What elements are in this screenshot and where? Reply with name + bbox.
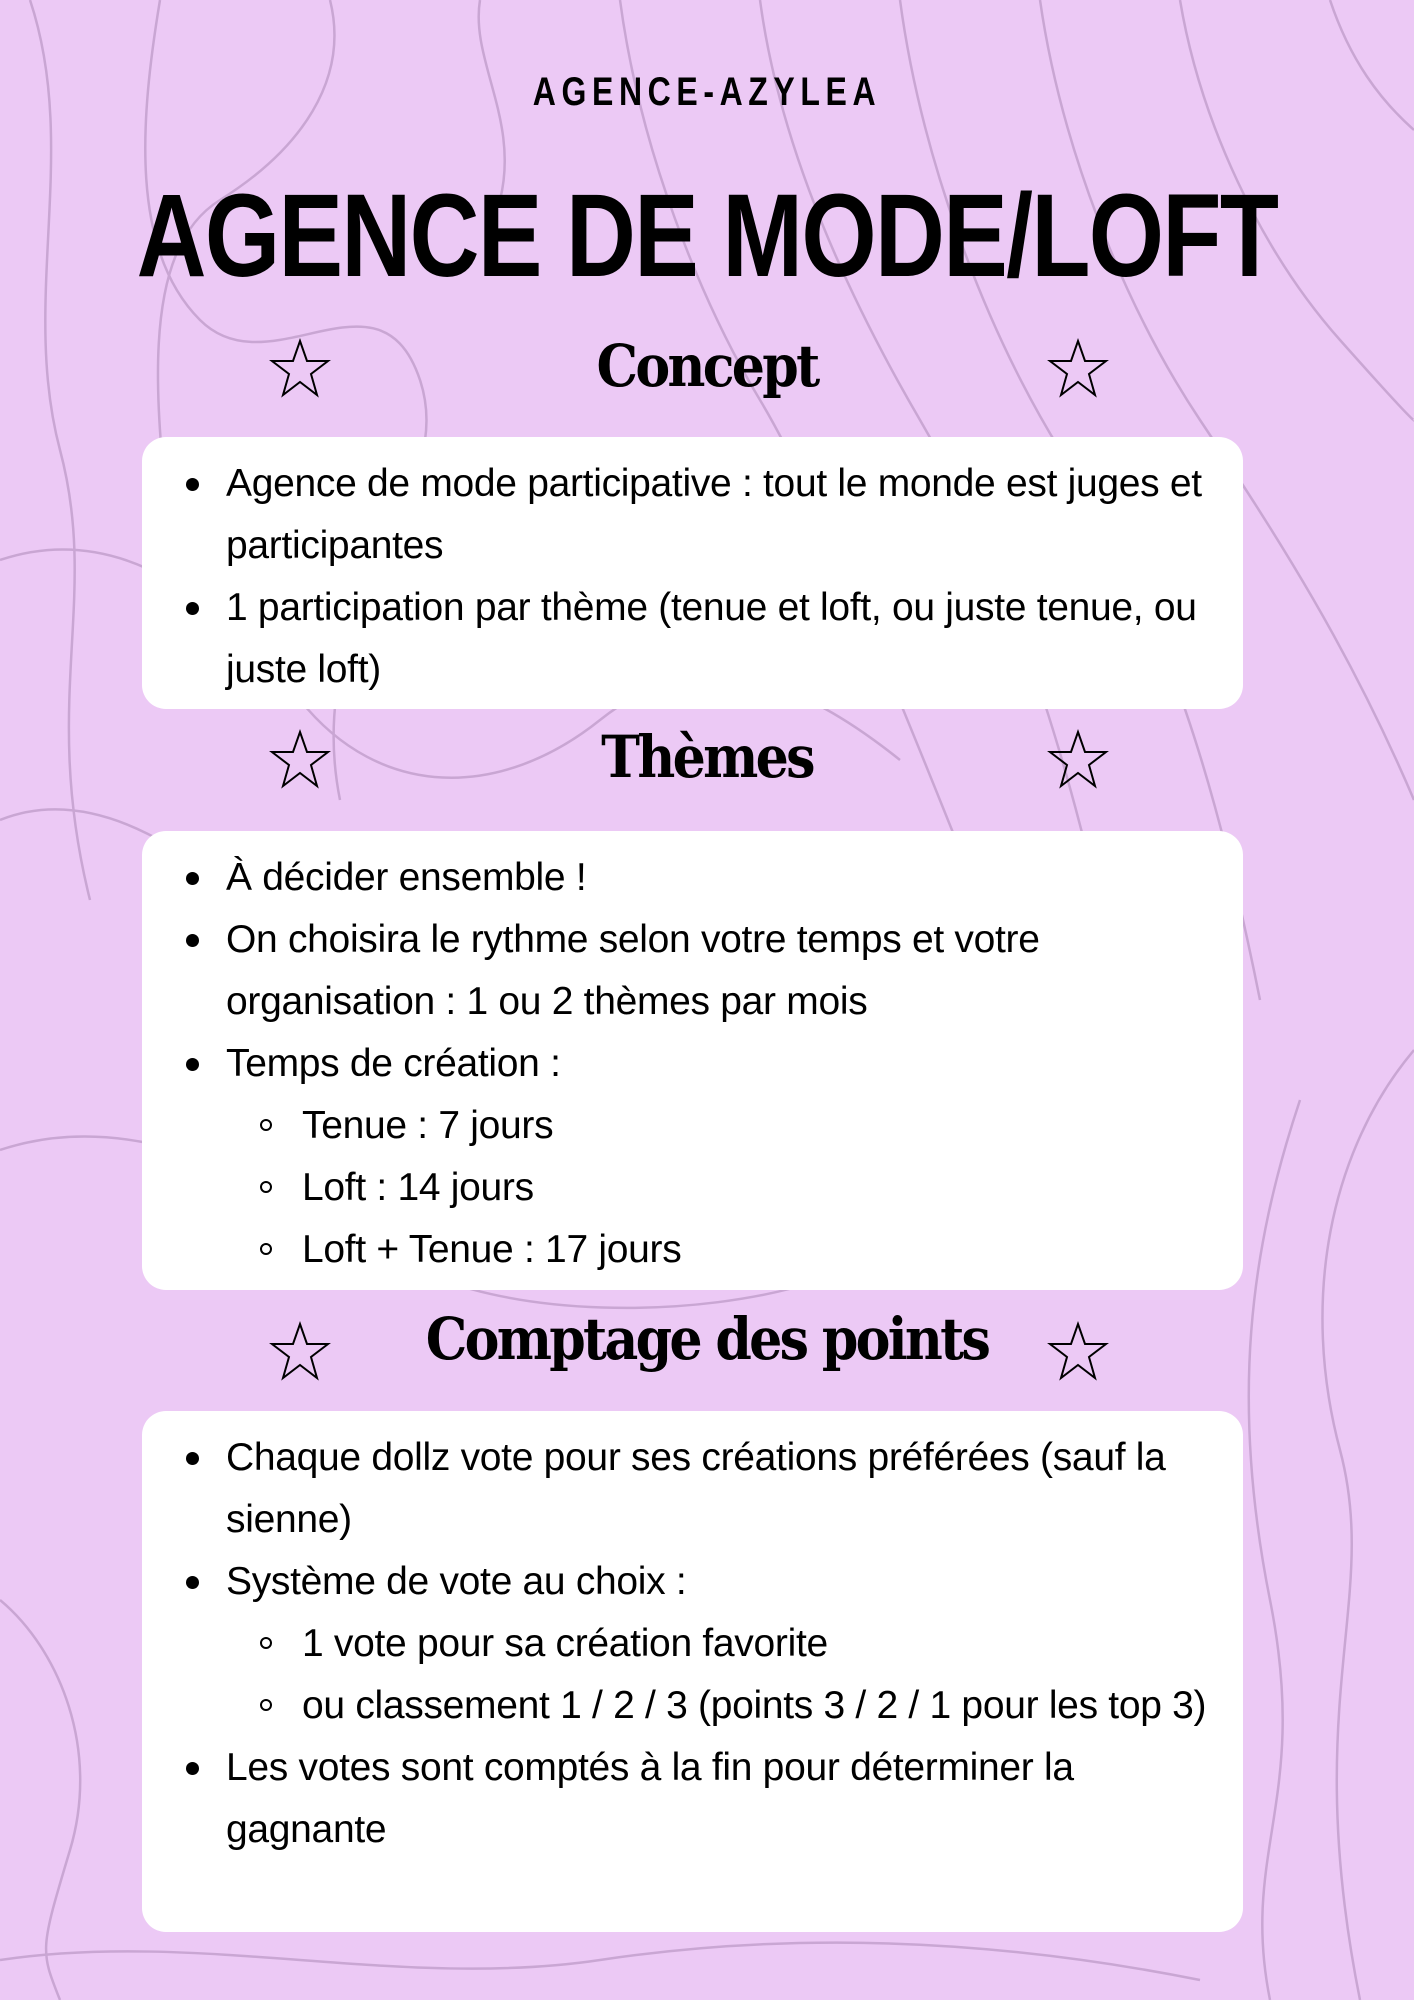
section-heading-concept: Concept — [596, 332, 818, 400]
list-item: À décider ensemble ! — [226, 847, 1223, 909]
list-item: Système de vote au choix : — [226, 1551, 1223, 1613]
list-item: Agence de mode participative : tout le monde est juges et participantes — [226, 453, 1223, 577]
list-item: On choisira le rythme selon votre temps et votre organisation : 1 ou 2 thèmes par mois — [226, 909, 1223, 1033]
page-title: AGENCE DE MODE/LOFT — [136, 170, 1278, 302]
sub-list-item: Loft : 14 jours — [302, 1157, 1223, 1219]
list-item: Temps de création : — [226, 1033, 1223, 1095]
themes-card — [142, 831, 1243, 1290]
section-heading-themes: Thèmes — [601, 723, 813, 791]
list-item: Chaque dollz vote pour ses créations préférées (sauf la sienne) — [226, 1427, 1223, 1551]
sub-list-item: 1 vote pour sa création favorite — [302, 1613, 1223, 1675]
section-heading-points: Comptage des points — [425, 1305, 989, 1373]
points-card — [142, 1411, 1243, 1932]
list-item: Les votes sont comptés à la fin pour déterminer la gagnante — [226, 1737, 1223, 1861]
list-item: 1 participation par thème (tenue et loft, ou juste tenue, ou juste loft) — [226, 577, 1223, 701]
sub-list-item: Loft + Tenue : 17 jours — [302, 1219, 1223, 1281]
sub-list-item: Tenue : 7 jours — [302, 1095, 1223, 1157]
sub-list-item: ou classement 1 / 2 / 3 (points 3 / 2 / 1 pour les top 3) — [302, 1675, 1223, 1737]
brand-name: AGENCE-AZYLEA — [532, 70, 882, 114]
concept-card — [142, 437, 1243, 709]
